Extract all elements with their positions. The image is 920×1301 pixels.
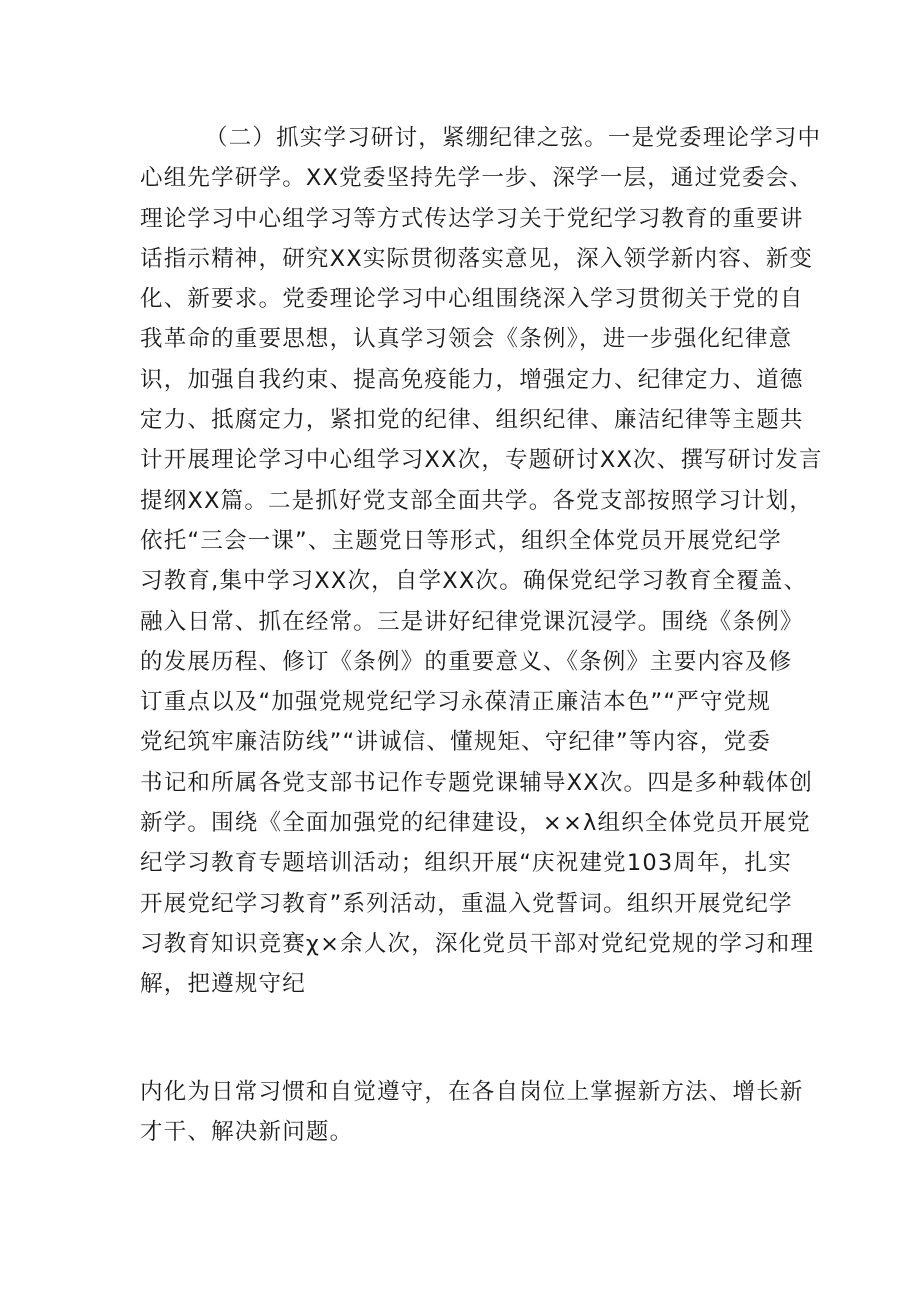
paragraph-line: 融入日常、抓在经常。三是讲好纪律党课沉浸学。围绕《条例》 xyxy=(140,608,804,635)
paragraph-line: 开展党纪学习教育”系列活动，重温入党誓词。组织开展党纪学 xyxy=(140,890,793,917)
paragraph-line: 纪学习教育专题培训活动；组织开展“庆祝建党103周年，扎实 xyxy=(140,850,792,877)
paragraph-line: （二）抓实学习研讨，紧绷纪律之弦。一是党委理论学习中 xyxy=(205,125,822,151)
paragraph-line: 习教育知识竞赛χ×余人次，深化党员干部对党纪党规的学习和理 xyxy=(140,930,815,957)
paragraph-line: 定力、抵腐定力，紧扣党的纪律、组织纪律、廉洁纪律等主题共 xyxy=(140,407,804,434)
paragraph-line: 内化为日常习惯和自觉遵守，在各自岗位上掌握新方法、增长新 xyxy=(140,1079,804,1105)
paragraph-line: 提纲XX篇。二是抓好党支部全面共学。各党支部按照学习计划， xyxy=(140,487,814,514)
paragraph-line: 心组先学研学。XX党委坚持先学一步、深学一层，通过党委会、 xyxy=(140,165,814,192)
body-paragraph-main xyxy=(140,118,823,1005)
paragraph-line: 理论学习中心组学习等方式传达学习关于党纪学习教育的重要讲 xyxy=(140,205,804,232)
paragraph-line: 依托“三会一课”、主题党日等形式，组织全体党员开展党纪学 xyxy=(140,527,782,554)
paragraph-line: 书记和所属各党支部书记作专题党课辅导XX次。四是多种载体创 xyxy=(140,769,814,796)
paragraph-line: 才干、解决新问题。 xyxy=(140,1119,354,1146)
paragraph-line: 订重点以及“加强党规党纪学习永葆清正廉洁本色”“严守党规 xyxy=(140,689,772,716)
paragraph-line: 话指示精神，研究XX实际贯彻落实意见，深入领学新内容、新变 xyxy=(140,245,814,272)
paragraph-line: 计开展理论学习中心组学习XX次，专题研讨XX次、撰写研讨发言 xyxy=(140,447,823,474)
paragraph-line: 解，把遵规守纪 xyxy=(140,971,306,998)
paragraph-line: 我革命的重要思想，认真学习领会《条例》，进一步强化纪律意 xyxy=(140,326,793,353)
body-paragraph-tail xyxy=(140,1072,804,1153)
paragraph-line: 党纪筑牢廉洁防线”“讲诚信、懂规矩、守纪律”等内容，党委 xyxy=(140,729,772,756)
paragraph-line: 习教育,集中学习XX次，自学XX次。确保党纪学习教育全覆盖、 xyxy=(140,568,808,595)
paragraph-line: 的发展历程、修订《条例》的重要意义、《条例》主要内容及修 xyxy=(140,648,793,675)
paragraph-line: 化、新要求。党委理论学习中心组围绕深入学习贯彻关于党的自 xyxy=(140,286,804,313)
paragraph-line: 识，加强自我约束、提高免疫能力，增强定力、纪律定力、道德 xyxy=(140,366,804,393)
paragraph-line: 新学。围绕《全面加强党的纪律建设，××λ组织全体党员开展党 xyxy=(140,810,811,837)
